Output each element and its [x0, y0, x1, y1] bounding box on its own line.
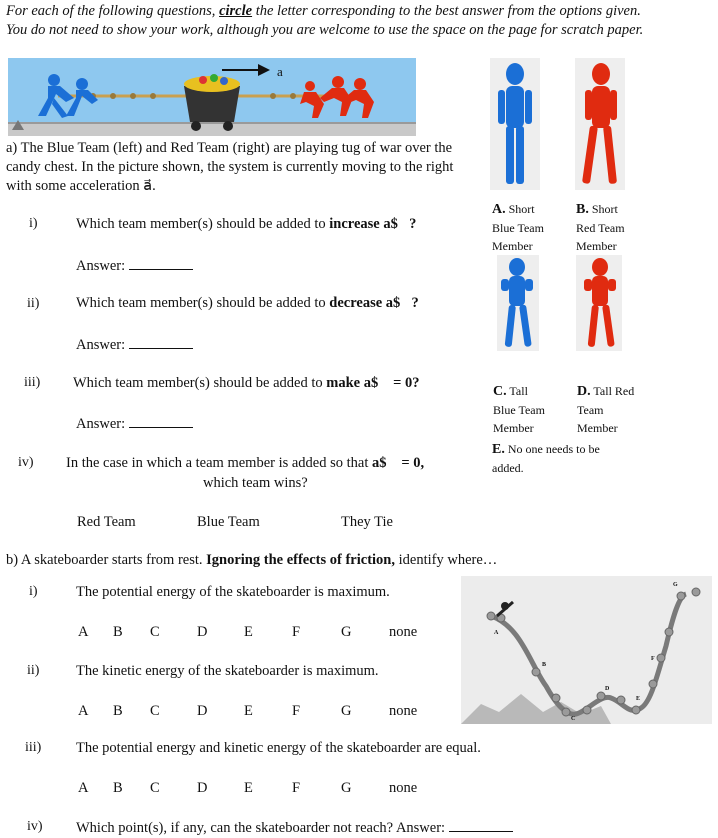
question-a-i-number: i) — [29, 216, 38, 231]
question-a-iv-line2: which team wins? — [203, 475, 308, 491]
option-text: Red Team — [576, 221, 625, 235]
question-bold: decrease a$⃗? — [329, 295, 419, 311]
choices-b-iii-option-g[interactable]: G — [341, 780, 352, 796]
option-letter: C. — [493, 384, 507, 399]
track-point-b: B — [542, 662, 547, 668]
option-letter: A. — [492, 202, 506, 217]
part-a-description: a) The Blue Team (left) and Red Team (right) are playing tug of war over the candy chest. In the picture shown, the system is currently moving to the right with some acceleration a⃗. — [6, 140, 454, 194]
track-point-g: G — [673, 582, 678, 588]
choices-b-i-option-none[interactable]: none — [389, 624, 418, 640]
part-b-intro — [6, 552, 497, 569]
question-a-ii-number: ii) — [27, 296, 40, 311]
option-letter: B. — [576, 202, 589, 217]
answer-blank[interactable] — [449, 819, 513, 832]
question-text: Which team member(s) should be added to — [76, 216, 330, 232]
choices-b-ii-option-c[interactable]: C — [150, 703, 160, 719]
track-point-a: A — [494, 630, 499, 636]
question-b-iv — [76, 819, 513, 837]
answer-a-i — [76, 257, 193, 275]
tall-red-member-image — [576, 255, 622, 351]
question-b-iii-number: iii) — [25, 740, 42, 755]
choices-b-ii-option-none[interactable]: none — [389, 703, 418, 719]
choices-b-iii-option-none[interactable]: none — [389, 780, 418, 796]
choices-b-ii-option-d[interactable]: D — [197, 703, 208, 719]
option-a-label — [492, 200, 544, 255]
answer-label: Answer: — [76, 416, 126, 432]
option-text: Member — [492, 239, 533, 253]
instructions-text-rest: the letter corresponding to the best answer from the options given. You do not need to show your work, although you are welcome to use the space on the page for scratch paper. — [6, 3, 644, 38]
question-text: In the case in which a team member is added so that — [66, 455, 373, 471]
question-bold: make a$⃗ = 0? — [326, 375, 420, 391]
choices-b-ii-option-e[interactable]: E — [244, 703, 253, 719]
question-b-iv-number: iv) — [27, 819, 43, 834]
choices-b-i-option-a[interactable]: A — [78, 624, 89, 640]
answer-label: Answer: — [76, 258, 126, 274]
part-b-intro-bold: Ignoring the effects of friction, — [206, 552, 395, 568]
short-blue-member-image — [490, 58, 540, 190]
choice-blue-team[interactable]: Blue Team — [197, 514, 260, 530]
choices-b-ii-option-g[interactable]: G — [341, 703, 352, 719]
choices-b-i-option-g[interactable]: G — [341, 624, 352, 640]
question-b-iii: The potential energy and kinetic energy of the skateboarder are equal. — [76, 740, 481, 756]
option-text: Tall Red — [593, 384, 635, 398]
option-text: Blue Team — [492, 221, 544, 235]
option-text: No one needs to be — [507, 442, 600, 456]
choice-red-team[interactable]: Red Team — [77, 514, 136, 530]
instructions-text: For each of the following questions, — [6, 3, 220, 19]
question-a-iii-number: iii) — [24, 375, 41, 390]
track-point-e: E — [636, 696, 641, 702]
question-b-i: The potential energy of the skateboarder is maximum. — [76, 584, 390, 600]
option-letter: D. — [577, 384, 591, 399]
choices-b-i-option-b[interactable]: B — [113, 624, 123, 640]
option-text: Member — [576, 239, 617, 253]
choices-b-iii-option-c[interactable]: C — [150, 780, 160, 796]
question-text: Which team member(s) should be added to — [76, 295, 330, 311]
option-text: Member — [493, 421, 534, 435]
answer-blank[interactable] — [129, 257, 193, 270]
answer-a-iii — [76, 415, 193, 433]
question-a-iv-number: iv) — [18, 455, 34, 470]
question-b-i-number: i) — [29, 584, 38, 599]
choices-b-ii-option-b[interactable]: B — [113, 703, 123, 719]
option-text: added. — [492, 461, 524, 475]
option-text: Blue Team — [493, 403, 545, 417]
question-bold: increase a$⃗? — [329, 216, 417, 232]
question-bold: a$⃗ = 0, — [372, 455, 425, 471]
choices-b-iii-option-a[interactable]: A — [78, 780, 89, 796]
question-text: Which team member(s) should be added to — [73, 375, 327, 391]
track-point-f: F — [651, 656, 655, 662]
option-text: Tall — [509, 384, 528, 398]
choices-b-i-option-d[interactable]: D — [197, 624, 208, 640]
tall-blue-member-image — [497, 255, 539, 351]
choices-b-i-option-e[interactable]: E — [244, 624, 253, 640]
option-letter: E. — [492, 442, 505, 457]
option-b-label — [576, 200, 625, 255]
question-a-iii — [73, 375, 420, 392]
answer-blank[interactable] — [129, 336, 193, 349]
part-b-intro-text: b) A skateboarder starts from rest. — [6, 552, 207, 568]
short-red-member-image — [575, 58, 625, 190]
question-b-ii-number: ii) — [27, 663, 40, 678]
track-point-c: C — [571, 716, 576, 722]
choice-they-tie[interactable]: They Tie — [341, 514, 393, 530]
question-a-iv — [66, 455, 424, 472]
part-b-intro-tail: identify where… — [395, 552, 498, 568]
choices-b-iii-option-e[interactable]: E — [244, 780, 253, 796]
choices-b-iii-option-f[interactable]: F — [292, 780, 301, 796]
option-c-label — [493, 382, 545, 437]
choices-b-i-option-f[interactable]: F — [292, 624, 301, 640]
question-a-ii — [76, 295, 419, 312]
question-a-i — [76, 216, 416, 233]
question-text: Which point(s), if any, can the skateboarder not reach? Answer: — [76, 820, 446, 836]
skateboard-track-image — [461, 576, 712, 724]
choices-b-ii-option-a[interactable]: A — [78, 703, 89, 719]
choices-b-iii-option-b[interactable]: B — [113, 780, 123, 796]
option-text: Team — [577, 403, 604, 417]
track-point-d: D — [605, 686, 610, 692]
answer-blank[interactable] — [129, 415, 193, 428]
tug-of-war-image — [8, 58, 416, 136]
choices-b-ii-option-f[interactable]: F — [292, 703, 301, 719]
question-b-ii: The kinetic energy of the skateboarder is maximum. — [76, 663, 379, 679]
choices-b-iii-option-d[interactable]: D — [197, 780, 208, 796]
acceleration-vector-label: a — [277, 64, 283, 79]
answer-a-ii — [76, 336, 193, 354]
option-text: Short — [508, 202, 535, 216]
option-text: Short — [591, 202, 618, 216]
option-e-label — [492, 440, 600, 477]
instructions-circle-word: circle — [219, 3, 253, 19]
instructions — [6, 2, 656, 40]
answer-label: Answer: — [76, 337, 126, 353]
option-text: Member — [577, 421, 618, 435]
choices-b-i-option-c[interactable]: C — [150, 624, 160, 640]
option-d-label — [577, 382, 634, 437]
